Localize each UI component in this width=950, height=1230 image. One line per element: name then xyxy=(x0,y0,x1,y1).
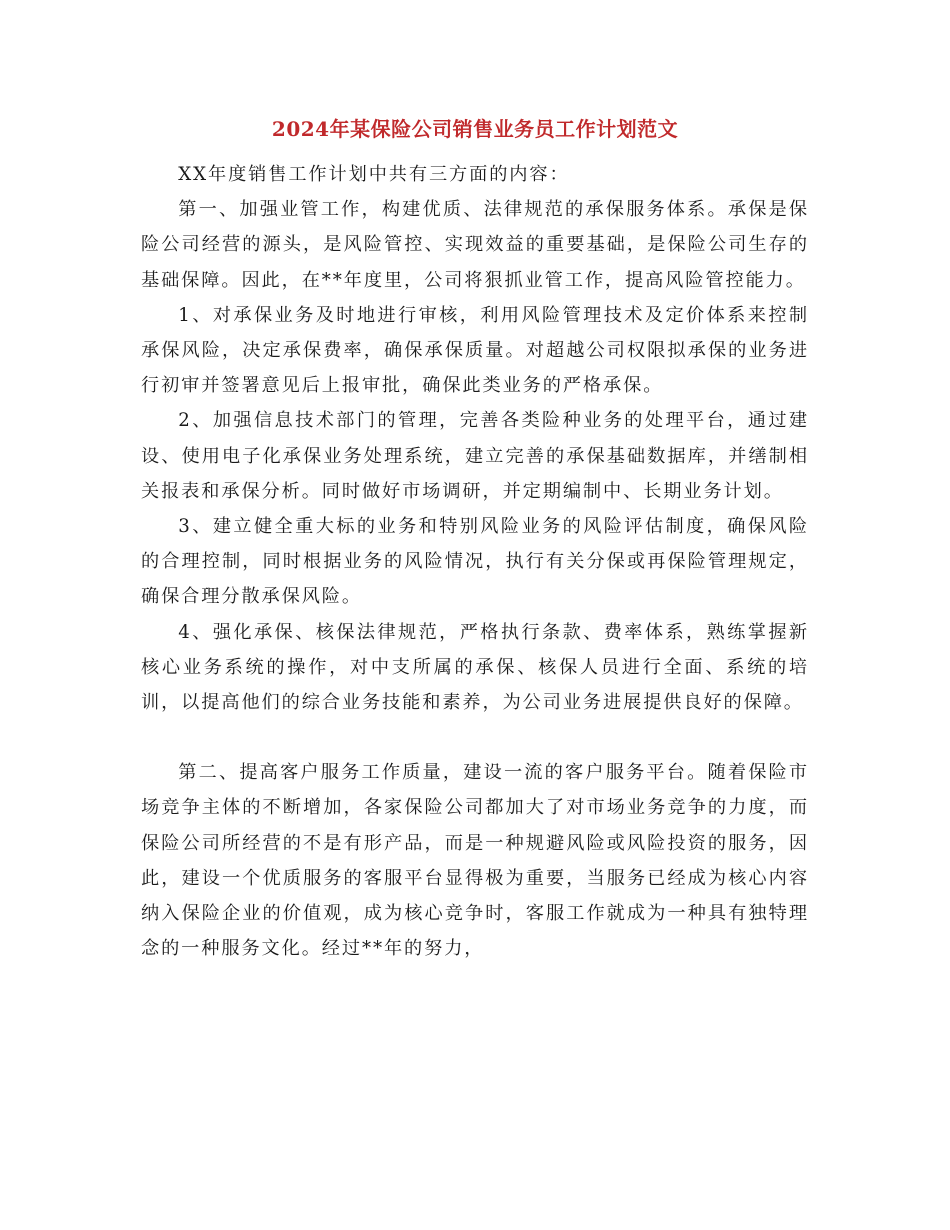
item-4-paragraph: 4、强化承保、核保法律规范，严格执行条款、费率体系，熟练掌握新核心业务系统的操作，对中支所属的承保、核保人员进行全面、系统的培训，以提高他们的综合业务技能和素养，为公司业务进展提供良好的保障。 xyxy=(141,621,809,714)
section-2-paragraph: 第二、提高客户服务工作质量，建设一流的客户服务平台。随着保险市场竞争主体的不断增加，各家保险公司都加大了对市场业务竞争的力度，而保险公司所经营的不是有形产品，而是一种规避风险或风险投资的服务，因此，建设一个优质服务的客服平台显得极为重要，当服务已经成为核心内容纳入保险企业的价值观，成为核心竞争时，客服工作就成为一种具有独特理念的一种服务文化。经过**年的努力， xyxy=(141,762,809,960)
item-1-paragraph: 1、对承保业务及时地进行审核，利用风险管理技术及定价体系来控制承保风险，决定承保费率，确保承保质量。对超越公司权限拟承保的业务进行初审并签署意见后上报审批，确保此类业务的严格承保。 xyxy=(141,304,809,397)
item-3-paragraph: 3、建立健全重大标的业务和特别风险业务的风险评估制度，确保风险的合理控制，同时根据业务的风险情况，执行有关分保或再保险管理规定，确保合理分散承保风险。 xyxy=(141,516,809,608)
section-1-paragraph: 第一、加强业管工作，构建优质、法律规范的承保服务体系。承保是保险公司经营的源头，是风险管控、实现效益的重要基础，是保险公司生存的基础保障。因此，在**年度里，公司将狠抓业管工作，提高风险管控能力。 xyxy=(141,199,809,291)
intro-paragraph: XX年度销售工作计划中共有三方面的内容： xyxy=(178,164,570,185)
item-2-paragraph: 2、加强信息技术部门的管理，完善各类险种业务的处理平台，通过建设、使用电子化承保业务处理系统，建立完善的承保基础数据库，并缮制相关报表和承保分析。同时做好市场调研，并定期编制中、长期业务计划。 xyxy=(141,410,809,502)
document-title: 2024年某保险公司销售业务员工作计划范文 xyxy=(271,117,679,141)
document-body xyxy=(141,157,809,966)
